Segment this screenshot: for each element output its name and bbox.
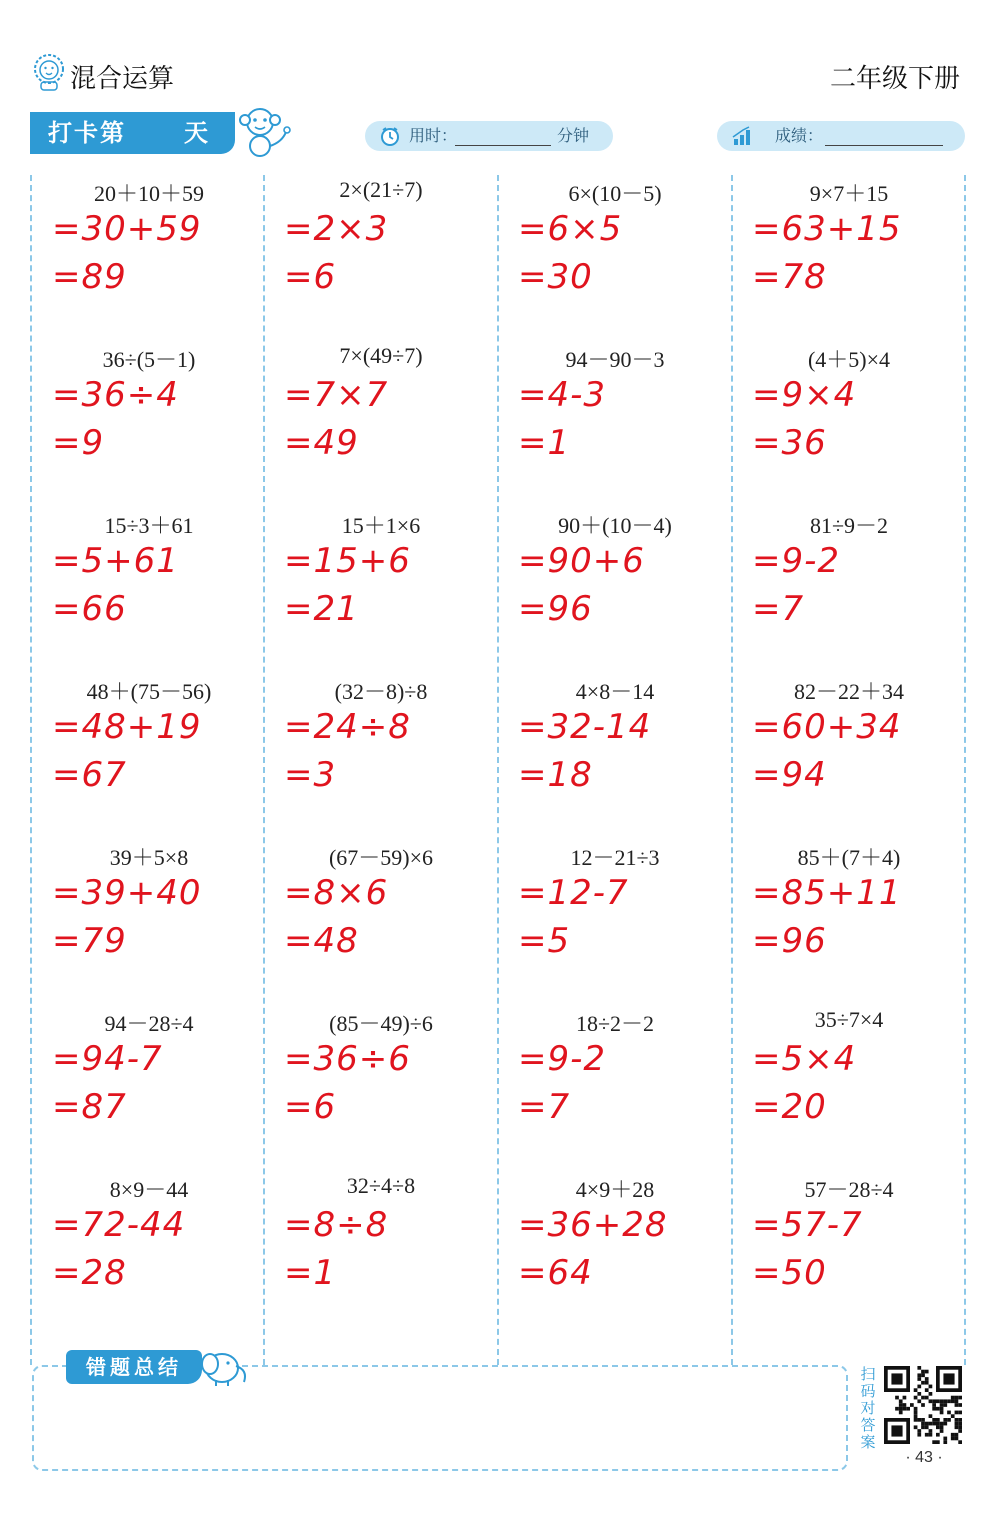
qr-module	[917, 1418, 921, 1422]
answer-step-1: =94-7	[52, 1039, 163, 1079]
answer-step-1: =8÷8	[284, 1205, 389, 1245]
answer-step-1: =48+19	[52, 707, 202, 747]
qr-module	[947, 1418, 951, 1422]
answer-step-2: =30	[518, 257, 593, 297]
qr-module	[914, 1414, 918, 1418]
problem-expression: 32÷4÷8	[346, 1173, 416, 1198]
qr-module	[929, 1399, 933, 1403]
qr-module	[951, 1437, 955, 1441]
score-blank[interactable]	[825, 145, 943, 146]
answer-step-1: =60+34	[752, 707, 902, 747]
answer-step-2: =87	[52, 1087, 127, 1127]
answer-step-1: =4-3	[518, 375, 607, 415]
qr-module	[958, 1396, 962, 1400]
answer-step-1: =8×6	[284, 873, 389, 913]
qr-module	[917, 1377, 921, 1381]
qr-module	[921, 1425, 925, 1429]
qr-module	[936, 1440, 940, 1444]
answer-step-1: =30+59	[52, 209, 202, 249]
qr-module	[940, 1403, 944, 1407]
problem-expression: 4×9＋28	[575, 1177, 655, 1202]
answer-step-2: =96	[518, 589, 593, 629]
answer-step-2: =3	[284, 755, 337, 795]
problem-cell	[266, 1005, 496, 1171]
problem-expression: 90＋(10－4)	[558, 513, 672, 538]
qr-module	[914, 1388, 918, 1392]
score-field	[717, 121, 965, 151]
problem-expression: 15＋1×6	[341, 513, 421, 538]
problem-cell	[266, 341, 496, 507]
qr-module	[943, 1440, 947, 1444]
qr-module	[899, 1403, 903, 1407]
problem-expression: (32－8)÷8	[334, 679, 428, 704]
qr-module	[932, 1407, 936, 1411]
answer-step-2: =6	[284, 257, 337, 297]
answer-step-2: =6	[284, 1087, 337, 1127]
qr-module	[958, 1422, 962, 1426]
answer-step-2: =9	[52, 423, 105, 463]
qr-module	[943, 1399, 947, 1403]
qr-module	[932, 1403, 936, 1407]
problem-cell	[34, 341, 264, 507]
problem-cell	[734, 1171, 964, 1337]
qr-module	[958, 1440, 962, 1444]
answer-step-2: =67	[52, 755, 127, 795]
problem-cell	[734, 507, 964, 673]
qr-module	[958, 1403, 962, 1407]
qr-finder	[891, 1373, 902, 1384]
grid-divider	[497, 175, 499, 1365]
answer-step-1: =63+15	[752, 209, 902, 249]
answer-step-1: =36÷4	[52, 375, 179, 415]
checkin-day-label: 天	[184, 119, 208, 147]
problem-expression: 20＋10＋59	[93, 181, 204, 206]
problem-expression: 8×9－44	[109, 1177, 189, 1202]
answer-step-2: =18	[518, 755, 593, 795]
qr-module	[929, 1385, 933, 1389]
qr-module	[929, 1392, 933, 1396]
qr-module	[914, 1411, 918, 1415]
answer-step-1: =6×5	[518, 209, 623, 249]
qr-module	[940, 1429, 944, 1433]
problem-expression: 85＋(7＋4)	[797, 845, 901, 870]
qr-module	[929, 1433, 933, 1437]
answer-step-1: =9-2	[518, 1039, 607, 1079]
qr-module	[906, 1407, 910, 1411]
qr-module	[955, 1403, 959, 1407]
answer-step-2: =79	[52, 921, 127, 961]
qr-module	[936, 1399, 940, 1403]
problem-cell	[34, 507, 264, 673]
qr-module	[955, 1422, 959, 1426]
qr-code-icon[interactable]	[882, 1366, 964, 1444]
answer-step-2: =66	[52, 589, 127, 629]
qr-module	[951, 1396, 955, 1400]
qr-module	[921, 1403, 925, 1407]
qr-module	[947, 1411, 951, 1415]
answer-step-2: =48	[284, 921, 359, 961]
qr-caption: 扫码对答案	[860, 1365, 876, 1451]
problem-expression: (85－49)÷6	[329, 1011, 433, 1036]
problem-cell	[266, 839, 496, 1005]
qr-module	[936, 1433, 940, 1437]
qr-module	[925, 1370, 929, 1374]
answer-step-1: =36÷6	[284, 1039, 411, 1079]
problem-cell	[500, 175, 730, 341]
qr-module	[932, 1440, 936, 1444]
qr-module	[955, 1437, 959, 1441]
answer-step-1: =9-2	[752, 541, 841, 581]
qr-module	[914, 1425, 918, 1429]
problem-cell	[500, 1005, 730, 1171]
problem-expression: 18÷2－2	[575, 1011, 655, 1036]
problem-expression: 12－21÷3	[570, 845, 660, 870]
problem-expression: 2×(21÷7)	[339, 177, 423, 202]
qr-module	[921, 1418, 925, 1422]
qr-module	[921, 1422, 925, 1426]
problem-cell	[34, 1005, 264, 1171]
qr-module	[955, 1399, 959, 1403]
monkey-icon	[232, 102, 294, 160]
answer-step-2: =1	[284, 1253, 337, 1293]
answer-step-2: =20	[752, 1087, 827, 1127]
qr-module	[914, 1407, 918, 1411]
qr-module	[921, 1370, 925, 1374]
problem-expression: 36÷(5－1)	[102, 347, 196, 372]
problem-cell	[734, 175, 964, 341]
problem-expression: 6×(10－5)	[568, 181, 662, 206]
answer-step-1: =9×4	[752, 375, 857, 415]
problem-expression: 35÷7×4	[814, 1007, 884, 1032]
elephant-icon	[198, 1346, 252, 1388]
qr-module	[899, 1411, 903, 1415]
problem-expression: 94－28÷4	[104, 1011, 194, 1036]
problem-expression: 48＋(75－56)	[86, 679, 212, 704]
problem-cell	[266, 1171, 496, 1337]
qr-module	[895, 1407, 899, 1411]
page-number: · 43 ·	[905, 1449, 943, 1466]
qr-module	[955, 1433, 959, 1437]
problem-cell	[734, 1005, 964, 1171]
answer-step-2: =7	[518, 1087, 571, 1127]
qr-module	[899, 1407, 903, 1411]
qr-module	[936, 1425, 940, 1429]
qr-module	[940, 1422, 944, 1426]
answer-step-2: =64	[518, 1253, 593, 1293]
qr-module	[925, 1388, 929, 1392]
problem-expression: 4×8－14	[575, 679, 655, 704]
answer-step-2: =78	[752, 257, 827, 297]
qr-module	[921, 1381, 925, 1385]
qr-module	[940, 1399, 944, 1403]
answer-step-1: =90+6	[518, 541, 645, 581]
clock-icon	[379, 125, 401, 147]
bar-chart-icon	[731, 125, 753, 147]
answer-step-2: =28	[52, 1253, 127, 1293]
answer-step-1: =32-14	[518, 707, 652, 747]
problem-cell	[34, 1171, 264, 1337]
qr-module	[951, 1399, 955, 1403]
problem-expression: (67－59)×6	[328, 845, 434, 870]
qr-module	[929, 1429, 933, 1433]
answer-step-1: =5+61	[52, 541, 179, 581]
answer-step-2: =1	[518, 423, 571, 463]
answer-step-1: =36+28	[518, 1205, 668, 1245]
problem-expression: 57－28÷4	[804, 1177, 894, 1202]
qr-module	[903, 1396, 907, 1400]
qr-module	[943, 1437, 947, 1441]
answer-step-2: =5	[518, 921, 571, 961]
answer-step-1: =5×4	[752, 1039, 857, 1079]
answer-step-1: =15+6	[284, 541, 411, 581]
qr-module	[932, 1399, 936, 1403]
problem-cell	[500, 341, 730, 507]
time-blank[interactable]	[455, 145, 551, 146]
problem-expression: 7×(49÷7)	[339, 343, 423, 368]
problem-cell	[266, 673, 496, 839]
problem-cell	[34, 175, 264, 341]
qr-module	[955, 1418, 959, 1422]
answer-step-2: =94	[752, 755, 827, 795]
time-label: 用时：	[409, 126, 458, 145]
time-unit: 分钟	[557, 126, 590, 145]
qr-module	[925, 1396, 929, 1400]
qr-module	[943, 1403, 947, 1407]
answer-step-1: =85+11	[752, 873, 902, 913]
qr-module	[929, 1422, 933, 1426]
qr-finder	[891, 1425, 902, 1436]
qr-module	[903, 1407, 907, 1411]
qr-module	[925, 1422, 929, 1426]
problem-cell	[266, 507, 496, 673]
problem-expression: 82－22＋34	[793, 679, 904, 704]
problem-cell	[734, 341, 964, 507]
qr-module	[947, 1399, 951, 1403]
lion-logo-icon	[32, 52, 66, 92]
qr-module	[921, 1396, 925, 1400]
checkin-label: 打卡第	[48, 119, 126, 147]
qr-module	[925, 1381, 929, 1385]
qr-module	[903, 1403, 907, 1407]
qr-module	[932, 1418, 936, 1422]
score-label: 成绩：	[775, 126, 824, 145]
problem-cell	[734, 839, 964, 1005]
qr-module	[895, 1396, 899, 1400]
checkin-banner	[30, 112, 235, 154]
answer-step-1: =72-44	[52, 1205, 186, 1245]
answer-step-1: =7×7	[284, 375, 389, 415]
grid-divider	[30, 175, 32, 1365]
qr-module	[940, 1407, 944, 1411]
qr-module	[955, 1425, 959, 1429]
qr-module	[943, 1422, 947, 1426]
qr-module	[940, 1425, 944, 1429]
problem-expression: 94－90－3	[565, 347, 665, 372]
answer-step-2: =96	[752, 921, 827, 961]
qr-module	[921, 1373, 925, 1377]
answer-step-2: =36	[752, 423, 827, 463]
qr-module	[910, 1403, 914, 1407]
problem-cell	[500, 1171, 730, 1337]
qr-module	[932, 1422, 936, 1426]
problem-expression: 81÷9－2	[809, 513, 889, 538]
problem-cell	[34, 839, 264, 1005]
qr-module	[958, 1411, 962, 1415]
qr-module	[917, 1385, 921, 1389]
problem-expression: 39＋5×8	[109, 845, 189, 870]
qr-module	[958, 1425, 962, 1429]
answer-step-2: =49	[284, 423, 359, 463]
error-summary-label: 错题总结	[66, 1350, 202, 1384]
qr-module	[958, 1418, 962, 1422]
qr-module	[917, 1399, 921, 1403]
time-field	[365, 121, 613, 151]
qr-module	[943, 1418, 947, 1422]
qr-module	[917, 1373, 921, 1377]
qr-module	[936, 1407, 940, 1411]
qr-module	[925, 1433, 929, 1437]
answer-step-1: =2×3	[284, 209, 389, 249]
qr-module	[914, 1418, 918, 1422]
problem-cell	[500, 507, 730, 673]
problem-cell	[500, 839, 730, 1005]
qr-module	[951, 1414, 955, 1418]
answer-step-2: =21	[284, 589, 359, 629]
answer-step-1: =12-7	[518, 873, 629, 913]
problem-cell	[34, 673, 264, 839]
answer-step-2: =7	[752, 589, 805, 629]
qr-module	[958, 1429, 962, 1433]
qr-module	[914, 1396, 918, 1400]
grid-divider	[964, 175, 966, 1365]
answer-step-1: =24÷8	[284, 707, 411, 747]
problem-cell	[734, 673, 964, 839]
qr-module	[955, 1396, 959, 1400]
answer-step-1: =39+40	[52, 873, 202, 913]
qr-module	[917, 1429, 921, 1433]
answer-step-1: =57-7	[752, 1205, 863, 1245]
problem-expression: 15÷3＋61	[104, 513, 194, 538]
problem-expression: 9×7＋15	[809, 181, 889, 206]
qr-module	[936, 1418, 940, 1422]
qr-module	[929, 1414, 933, 1418]
answer-step-2: =50	[752, 1253, 827, 1293]
grid-divider	[731, 175, 733, 1365]
problem-expression: (4＋5)×4	[807, 347, 891, 372]
qr-module	[899, 1399, 903, 1403]
qr-module	[955, 1411, 959, 1415]
page-title: 混合运算	[70, 64, 175, 94]
qr-module	[925, 1425, 929, 1429]
qr-module	[940, 1411, 944, 1415]
problem-cell	[266, 175, 496, 341]
problem-cell	[500, 673, 730, 839]
qr-finder	[943, 1373, 954, 1384]
qr-module	[925, 1377, 929, 1381]
qr-module	[917, 1392, 921, 1396]
grade-label: 二年级下册	[829, 64, 960, 94]
qr-module	[917, 1366, 921, 1370]
qr-module	[951, 1433, 955, 1437]
answer-step-2: =89	[52, 257, 127, 297]
qr-module	[936, 1422, 940, 1426]
qr-module	[917, 1433, 921, 1437]
